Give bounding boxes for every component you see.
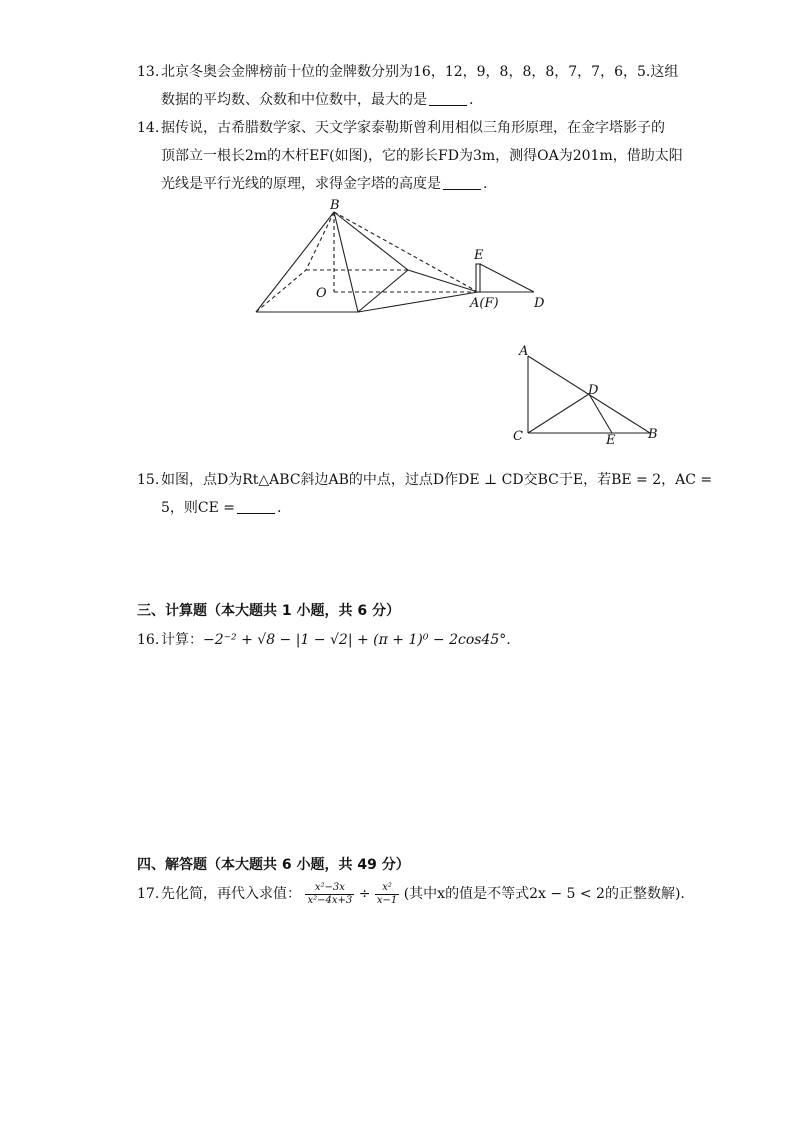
label-B: B (330, 198, 340, 213)
triangle-figure (510, 340, 670, 448)
fraction-1: $\frac{\text{x²−3x}}{\text{x²−4x+3}}$ (307, 881, 353, 906)
question-17 (137, 880, 685, 908)
question-number: 13. (137, 64, 160, 80)
label-AF: A(F) (470, 296, 499, 311)
question-14 (137, 114, 683, 198)
question-text: 如图，点D为Rt△ABC斜边AB的中点，过点D作DE ⊥ CD交BC于E，若BE = 2，AC = (161, 472, 713, 488)
fraction-2: $\frac{\text{x²}}{x-1}$ (376, 881, 398, 906)
question-number: 16. (137, 632, 160, 648)
question-number: 17. (137, 886, 160, 902)
question-text-cont: 数据的平均数、众数和中位数中，最大的是 . (161, 92, 474, 108)
answer-blank[interactable] (237, 499, 275, 514)
question-text: 据传说，古希腊数学家、天文学家泰勒斯曾利用相似三角形原理，在金字塔影子的 (161, 120, 665, 136)
math-expression: −2⁻² + √8 − |1 − √2| + (π + 1)⁰ − 2cos45°. (203, 632, 511, 648)
label-D: D (588, 383, 599, 398)
question-number: 15. (137, 472, 160, 488)
question-text-cont: 光线是平行光线的原理，求得金字塔的高度是 . (161, 176, 488, 192)
question-text: 北京冬奥会金牌榜前十位的金牌数分别为16，12，9，8，8，8，7，7，6，5.这组 (161, 64, 679, 80)
section-heading-3: 三、计算题（本大题共 1 小题，共 6 分） (137, 603, 400, 619)
label-C: C (513, 429, 523, 444)
pyramid-figure (250, 196, 560, 320)
question-text: 计算：−2⁻² + √8 − |1 − √2| + (π + 1)⁰ − 2cos45°. (161, 632, 511, 648)
label-B: B (648, 427, 658, 442)
question-number: 14. (137, 120, 160, 136)
question-15 (137, 466, 713, 522)
label-E: E (474, 248, 484, 263)
question-13 (137, 58, 679, 114)
label-D: D (534, 296, 545, 311)
question-text-cont: 顶部立一根长2m的木杆EF(如图)，它的影长FD为3m，测得OA为201m，借助太阳 (161, 148, 683, 164)
label-O: O (316, 286, 327, 301)
label-E: E (606, 433, 616, 448)
answer-blank[interactable] (429, 91, 467, 106)
answer-blank[interactable] (443, 175, 481, 190)
label-A: A (519, 344, 529, 359)
question-16 (137, 626, 667, 654)
question-text: 先化简，再代入求值： $\frac{\text{x²−3x}}{\text{x²−4x+3}}$ ÷ $\frac{\text{x²}}{x-1}$ (其中x的值是不等式2x − 5 < 2的正整数解). (161, 881, 685, 906)
question-text-cont: 5，则CE = . (161, 500, 282, 516)
section-heading-4: 四、解答题（本大题共 6 小题，共 49 分） (137, 857, 410, 873)
